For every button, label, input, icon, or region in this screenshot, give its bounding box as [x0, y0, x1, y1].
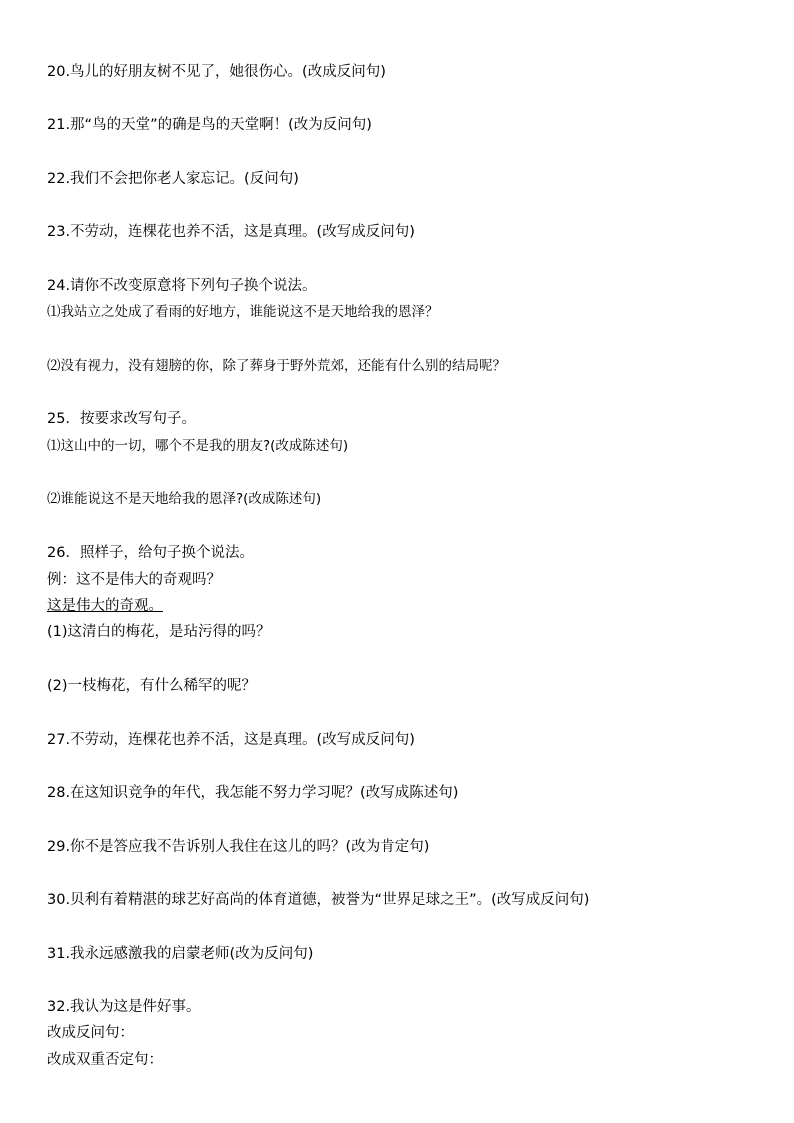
question-29: 29.你不是答应我不告诉别人我住在这儿的吗？(改为肯定句): [47, 839, 430, 855]
question-24: 24.请你不改变原意将下列句子换个说法。: [47, 278, 317, 294]
question-32: 32.我认为这是件好事。: [47, 999, 201, 1015]
question-32-double-negative-prompt: 改成双重否定句：: [47, 1052, 163, 1068]
question-25-item-1: ⑴这山中的一切，哪个不是我的朋友?(改成陈述句): [47, 438, 349, 454]
question-23: 23.不劳动，连棵花也养不活，这是真理。(改写成反问句): [47, 224, 415, 240]
question-21: 21.那“鸟的天堂”的确是鸟的天堂啊！(改为反问句): [47, 117, 372, 133]
question-26-item-2: (2)一枝梅花，有什么稀罕的呢？: [47, 678, 257, 694]
question-27: 27.不劳动，连棵花也养不活，这是真理。(改写成反问句): [47, 732, 415, 748]
question-31: 31.我永远感激我的启蒙老师(改为反问句): [47, 946, 314, 962]
question-24-item-1: ⑴我站立之处成了看雨的好地方，谁能说这不是天地给我的恩泽？: [47, 304, 439, 320]
question-28: 28.在这知识竞争的年代，我怎能不努力学习呢？(改写成陈述句): [47, 785, 459, 801]
question-20: 20.鸟儿的好朋友树不见了，她很伤心。(改成反问句): [47, 64, 386, 80]
question-24-item-2: ⑵没有视力，没有翅膀的你，除了葬身于野外荒郊，还能有什么别的结局呢？: [47, 358, 506, 374]
question-32-rhetorical-prompt: 改成反问句：: [47, 1025, 134, 1041]
question-26: 26．照样子，给句子换个说法。: [47, 545, 254, 561]
question-26-example: 例：这不是伟大的奇观吗？: [47, 572, 221, 588]
question-26-example-answer: 这是伟大的奇观。: [47, 598, 163, 614]
question-26-item-1: (1)这清白的梅花，是玷污得的吗？: [47, 624, 271, 640]
question-25-item-2: ⑵谁能说这不是天地给我的恩泽?(改成陈述句): [47, 491, 322, 507]
question-25: 25．按要求改写句子。: [47, 411, 196, 427]
question-22: 22.我们不会把你老人家忘记。(反问句): [47, 171, 299, 187]
question-30: 30.贝利有着精湛的球艺好高尚的体育道德，被誉为“世界足球之王”。(改写成反问句): [47, 892, 590, 908]
